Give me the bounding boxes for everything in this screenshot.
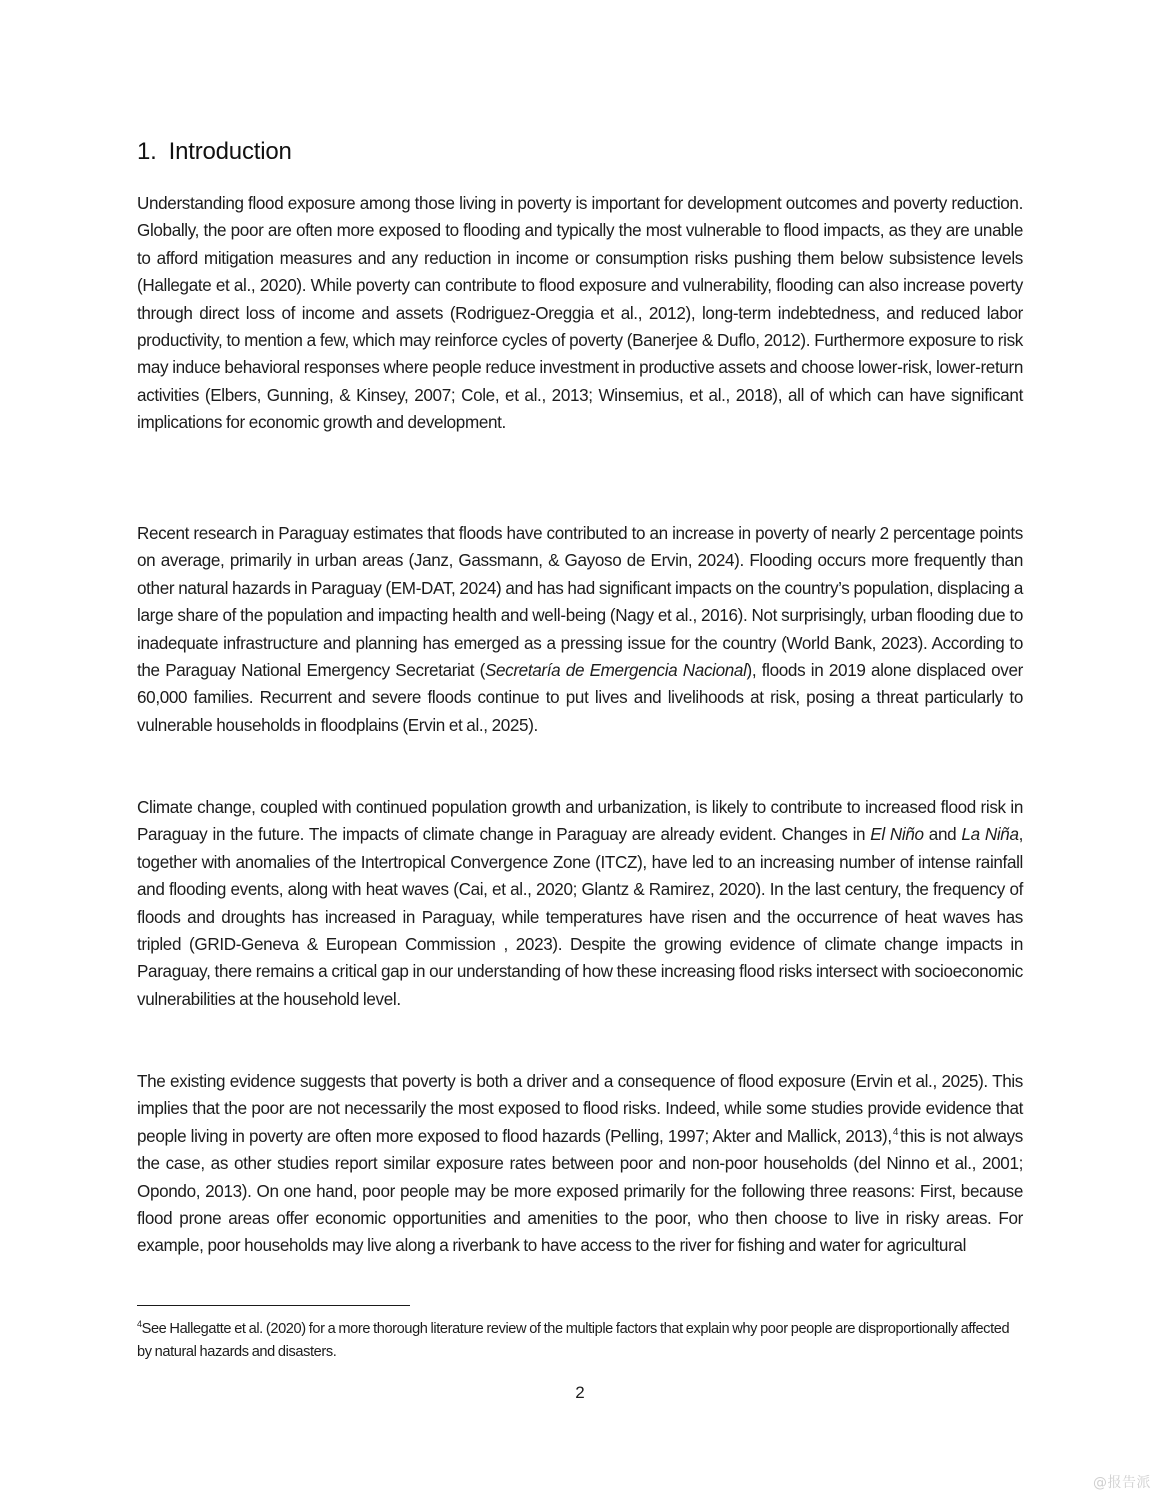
- paragraph-2: [137, 520, 1023, 739]
- paragraph-3-italic-la-nina: La Niña: [961, 825, 1019, 845]
- footnote-separator: [137, 1305, 410, 1306]
- paragraph-4-text-a: The existing evidence suggests that poverty is both a driver and a consequence of flood exposure (Ervin et al., 2025). This implies that the poor are not necessarily the most exposed to flood risks. Indeed, while some studies provide evidence that people living in poverty are often more exposed to flood hazards (Pelling, 1997; Akter and Mallick, 2013),: [137, 1072, 1023, 1146]
- section-number: 1.: [137, 138, 157, 165]
- section-heading: [137, 138, 292, 166]
- paragraph-2-text-b: ), floods in 2019 alone displaced over 60,000 families. Recurrent and severe floods continue to put lives and livelihoods at risk, posing a threat particularly to vulnerable households in floodplains (Ervin et al., 2025).: [137, 661, 1023, 735]
- paragraph-2-italic: Secretaría de Emergencia Nacional: [484, 661, 747, 681]
- paragraph-1: Understanding flood exposure among those living in poverty is important for development outcomes and poverty reduction. Globally, the poor are often more exposed to flooding and typically the most vulnerable to flood impacts, as they are unable to afford mitigation measures and any reduction in income or consumption risks pushing them below subsistence levels (Hallegate et al., 2020). While poverty can contribute to flood exposure and vulnerability, flooding can also increase poverty through direct loss of income and assets (Rodriguez-Oreggia et al., 2012), long-term indebtedness, and reduced labor productivity, to mention a few, which may reinforce cycles of poverty (Banerjee & Duflo, 2012). Furthermore exposure to risk may induce behavioral responses where people reduce investment in productive assets and choose lower-risk, lower-return activities (Elbers, Gunning, & Kinsey, 2007; Cole, et al., 2013; Winsemius, et al., 2018), all of which can have significant implications for economic growth and development.: [137, 194, 1023, 433]
- paragraph-4: [137, 1068, 1023, 1260]
- footnote-text: See Hallegatte et al. (2020) for a more thorough literature review of the multiple factors that explain why poor people are disproportionally affected by natural hazards and disasters.: [137, 1321, 1010, 1360]
- paragraph-3-text-b: and: [923, 825, 962, 845]
- footnote-reference[interactable]: 4: [892, 1127, 899, 1139]
- footnote: [137, 1318, 1023, 1364]
- section-title: Introduction: [168, 138, 292, 165]
- paragraph-3-text-a: Climate change, coupled with continued population growth and urbanization, is likely to contribute to increased flood risk in Paraguay in the future. The impacts of climate change in Paraguay are already evident. Changes in: [137, 798, 1023, 845]
- paragraph-3-italic-el-nino: El Niño: [870, 825, 924, 845]
- footnote-marker: 4: [137, 1319, 142, 1330]
- page-number: 2: [575, 1383, 585, 1402]
- paragraph-3: [137, 794, 1023, 1013]
- paragraph-2-text-a: Recent research in Paraguay estimates that floods have contributed to an increase in poverty of nearly 2 percentage points on average, primarily in urban areas (Janz, Gassmann, & Gayoso de Ervin, 2024). Flooding occurs more frequently than other natural hazards in Paraguay (EM-DAT, 2024) and has had significant impacts on the country’s population, displacing a large share of the population and impacting health and well-being (Nagy et al., 2016). Not surprisingly, urban flooding due to inadequate infrastructure and planning has emerged as a pressing issue for the country (World Bank, 2023). According to the Paraguay National Emergency Secretariat (: [137, 524, 1023, 681]
- paragraph-3-text-c: , together with anomalies of the Intertropical Convergence Zone (ITCZ), have led to an increasing number of intense rainfall and flooding events, along with heat waves (Cai, et al., 2020; Glantz & Ramirez, 2020). In the last century, the frequency of floods and droughts has increased in Paraguay, while temperatures have risen and the occurrence of heat waves has tripled (GRID-Geneva & European Commission , 2023). Despite the growing evidence of climate change impacts in Paraguay, there remains a critical gap in our understanding of how these increasing flood risks intersect with socioeconomic vulnerabilities at the household level.: [137, 825, 1024, 1009]
- watermark: @报告派: [1093, 1475, 1151, 1491]
- paragraph-4-text-b: this is not always the case, as other studies report similar exposure rates between poor and non-poor households (del Ninno et al., 2001; Opondo, 2013). On one hand, poor people may be more exposed primarily for the following three reasons: First, because flood prone areas offer economic opportunities and amenities to the poor, who then choose to live in risky areas. For example, poor households may live along a riverbank to have access to the river for fishing and water for agricultural: [137, 1126, 1024, 1256]
